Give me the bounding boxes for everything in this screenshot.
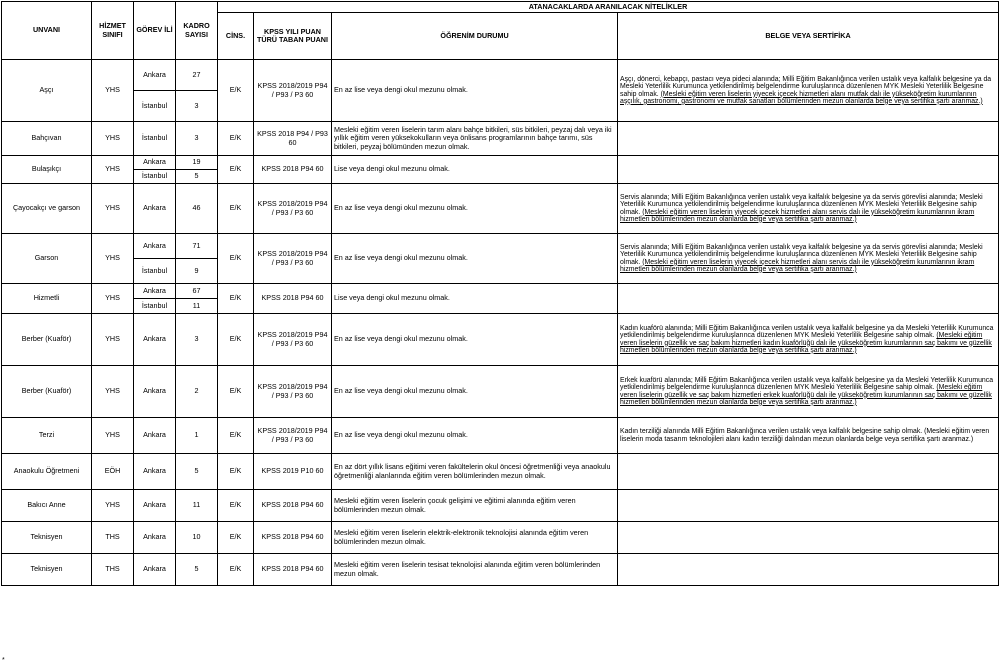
cell-ogrenim-durumu: En az lise veya dengi okul mezunu olmak.: [332, 418, 618, 454]
cell-kpss: KPSS 2018/2019 P94 / P93 / P3 60: [254, 60, 332, 122]
cell-gorev-ili: Ankara: [134, 554, 176, 586]
cell-kpss: KPSS 2018/2019 P94 / P93 / P3 60: [254, 184, 332, 234]
cell-kadro-sayisi: 9: [176, 259, 218, 284]
cell-gorev-ili: Ankara: [134, 156, 176, 170]
cell-gorev-ili: Ankara: [134, 490, 176, 522]
cell-kadro-sayisi: 5: [176, 170, 218, 184]
cell-belge-sertifika: [618, 366, 999, 418]
cell-unvan: Bakıcı Anne: [2, 490, 92, 522]
cell-ogrenim-durumu: En az lise veya dengi okul mezunu olmak.: [332, 234, 618, 284]
cell-kadro-sayisi: 71: [176, 234, 218, 259]
cell-kpss: KPSS 2018 P94 60: [254, 156, 332, 184]
cell-unvan: Çayocakçı ve garson: [2, 184, 92, 234]
cell-cinsiyet: E/K: [218, 60, 254, 122]
cell-gorev-ili: Ankara: [134, 284, 176, 299]
table-row: [2, 554, 999, 586]
cell-cinsiyet: E/K: [218, 454, 254, 490]
cell-kadro-sayisi: 3: [176, 122, 218, 156]
cell-ogrenim-durumu: En az lise veya dengi okul mezunu olmak.: [332, 366, 618, 418]
cell-unvan: Aşçı: [2, 60, 92, 122]
cell-kadro-sayisi: 19: [176, 156, 218, 170]
header-belge-sertifika: BELGE VEYA SERTİFİKA: [618, 13, 999, 60]
cell-belge-sertifika: [618, 234, 999, 284]
cell-kadro-sayisi: 5: [176, 554, 218, 586]
belge-exemption-note: (Mesleki eğitim veren liselerin yiyecek içecek hizmetleri alanı mutfak dalı ile yükseköğretim kurumlarının aşçılık, gastronomi, gastronomi ve mutfak sanatları bölümlerinden mezun olanlarda belge veya sertifika şartı aranmaz.): [620, 90, 983, 105]
cell-kadro-sayisi: 67: [176, 284, 218, 299]
cell-hizmet-sinifi: YHS: [92, 490, 134, 522]
cell-unvan: Bulaşıkçı: [2, 156, 92, 184]
cell-hizmet-sinifi: YHS: [92, 234, 134, 284]
cell-kpss: KPSS 2018 P94 60: [254, 522, 332, 554]
cell-gorev-ili: Ankara: [134, 522, 176, 554]
cell-ogrenim-durumu: En az lise veya dengi okul mezunu olmak.: [332, 60, 618, 122]
cell-belge-sertifika: [618, 554, 999, 586]
cell-belge-sertifika: [618, 60, 999, 122]
footnote-mark: *: [2, 657, 5, 664]
belge-text: Servis alanında; Milli Eğitim Bakanlığınca verilen ustalık veya kalfalık belgesine ya da servis görevlisi alanında; Mesleki Yeterlilik Kurumunca yetkilendirilmiş belgelendirme kuruluşlarınca düzenlenen MYK Mesleki Yeterlilik Belgesine sahip olmak.: [620, 243, 983, 266]
cell-gorev-ili: Ankara: [134, 234, 176, 259]
cell-kadro-sayisi: 27: [176, 60, 218, 91]
belge-text: Aşçı, dönerci, kebapçı, pastacı veya pideci alanında; Milli Eğitim Bakanlığınca verilen ustalık veya kalfalık belgesine ya da Mesleki Yeterlilik Kurumunca yetkilendirilmiş belgelendirme kuruluşlarınca düzenlenen MYK Mesleki Yeterlilik Belgesine sahip olmak.: [620, 75, 992, 98]
cell-belge-sertifika: [618, 490, 999, 522]
cell-kadro-sayisi: 5: [176, 454, 218, 490]
header-group-nitelikler: ATANACAKLARDA ARANILACAK NİTELİKLER: [218, 2, 999, 13]
cell-kpss: KPSS 2018/2019 P94 / P93 / P3 60: [254, 314, 332, 366]
belge-exemption-note: (Mesleki eğitim veren liselerin güzellik ve saç bakım hizmetleri kadın kuaförlüğü dalı ile yükseköğretim kurumlarının saç bakımı ve güzellik hizmetleri bölümlerinden mezun olanlarda belge veya sertifika şartı aranmaz.): [620, 332, 992, 354]
cell-hizmet-sinifi: EÖH: [92, 454, 134, 490]
cell-kadro-sayisi: 3: [176, 314, 218, 366]
belge-exemption-note: (Mesleki eğitim veren liselerin güzellik ve saç bakım hizmetleri erkek kuaförlüğü dalı ile yükseköğretim kurumlarının saç bakımı ve güzellik hizmetleri bölümlerinden mezun olanlarda belge veya sertifika şartı aranmaz.): [620, 384, 992, 406]
cell-kpss: KPSS 2018 P94 60: [254, 554, 332, 586]
cell-cinsiyet: E/K: [218, 366, 254, 418]
cell-gorev-ili: Ankara: [134, 184, 176, 234]
header-gorev-ili: GÖREV İLİ: [134, 2, 176, 60]
cell-gorev-ili: İstanbul: [134, 170, 176, 184]
cell-ogrenim-durumu: Mesleki eğitim veren liselerin tarım alanı bahçe bitkileri, süs bitkileri, peyzaj dalı veya iki yıllık eğitim veren yüksekokulların veya önlisans programlarının bahçe tarımı, süs bitkileri, peyzaj bölümünden mezun olmak.: [332, 122, 618, 156]
cell-kpss: KPSS 2018 P94 60: [254, 490, 332, 522]
cell-gorev-ili: İstanbul: [134, 91, 176, 122]
table-row: [2, 122, 999, 156]
cell-belge-sertifika: [618, 314, 999, 366]
cell-kpss: KPSS 2018 P94 / P93 60: [254, 122, 332, 156]
cell-ogrenim-durumu: En az lise veya dengi okul mezunu olmak.: [332, 184, 618, 234]
positions-table-body: [2, 60, 999, 586]
cell-unvan: Anaokulu Öğretmeni: [2, 454, 92, 490]
cell-ogrenim-durumu: Mesleki eğitim veren liselerin tesisat teknolojisi alanında eğitim veren bölümlerinden mezun olmak.: [332, 554, 618, 586]
belge-text: Kadın kuaförü alanında; Milli Eğitim Bakanlığınca verilen ustalık veya kalfalık belgesine ya da Mesleki Yeterlilik Kurumunca yetkilendirilmiş belgelendirme kuruluşlarınca düzenlenen MYK Mesleki Yeterlilik Belgesine sahip olmak.: [620, 324, 994, 340]
cell-belge-sertifika: [618, 184, 999, 234]
table-row: [2, 156, 999, 170]
cell-unvan: Berber (Kuaför): [2, 366, 92, 418]
cell-hizmet-sinifi: THS: [92, 554, 134, 586]
cell-gorev-ili: Ankara: [134, 366, 176, 418]
belge-exemption-note: (Mesleki eğitim veren liselerin yiyecek içecek hizmetleri alanı servis dalı ile yükseköğretim kurumlarının ikram hizmetleri bölümlerinden mezun olanlarda belge veya sertifika şartı aranmaz.): [620, 258, 975, 273]
positions-table: [1, 1, 999, 586]
cell-ogrenim-durumu: Mesleki eğitim veren liselerin çocuk gelişimi ve eğitimi alanında eğitim veren bölümlerinden mezun olmak.: [332, 490, 618, 522]
table-row: [2, 184, 999, 234]
cell-kadro-sayisi: 11: [176, 490, 218, 522]
table-row: [2, 418, 999, 454]
cell-gorev-ili: İstanbul: [134, 299, 176, 314]
cell-belge-sertifika: [618, 156, 999, 184]
cell-kadro-sayisi: 10: [176, 522, 218, 554]
cell-unvan: Bahçıvan: [2, 122, 92, 156]
cell-cinsiyet: E/K: [218, 314, 254, 366]
cell-hizmet-sinifi: YHS: [92, 60, 134, 122]
cell-gorev-ili: İstanbul: [134, 259, 176, 284]
table-row: [2, 366, 999, 418]
cell-kpss: KPSS 2019 P10 60: [254, 454, 332, 490]
cell-ogrenim-durumu: Lise veya dengi okul mezunu olmak.: [332, 156, 618, 184]
cell-cinsiyet: E/K: [218, 284, 254, 314]
cell-hizmet-sinifi: YHS: [92, 418, 134, 454]
table-row: [2, 234, 999, 259]
cell-belge-sertifika: [618, 418, 999, 454]
table-row: [2, 284, 999, 299]
cell-ogrenim-durumu: Mesleki eğitim veren liselerin elektrik-elektronik teknolojisi alanında eğitim veren bölümlerinden mezun olmak.: [332, 522, 618, 554]
cell-belge-sertifika: [618, 122, 999, 156]
cell-belge-sertifika: [618, 284, 999, 314]
header-cinsiyet: CİNS.: [218, 13, 254, 60]
cell-cinsiyet: E/K: [218, 490, 254, 522]
cell-unvan: Berber (Kuaför): [2, 314, 92, 366]
cell-hizmet-sinifi: YHS: [92, 284, 134, 314]
cell-hizmet-sinifi: YHS: [92, 184, 134, 234]
table-row: [2, 522, 999, 554]
cell-unvan: Teknisyen: [2, 522, 92, 554]
header-ogrenim-durumu: ÖĞRENİM DURUMU: [332, 13, 618, 60]
cell-unvan: Teknisyen: [2, 554, 92, 586]
cell-kadro-sayisi: 46: [176, 184, 218, 234]
cell-ogrenim-durumu: En az dört yıllık lisans eğitimi veren fakültelerin okul öncesi öğretmenliği veya anaokulu öğretmenliği alanlarında eğitim veren bölümlerinden mezun olmak.: [332, 454, 618, 490]
table-row: [2, 490, 999, 522]
cell-unvan: Garson: [2, 234, 92, 284]
cell-cinsiyet: E/K: [218, 234, 254, 284]
cell-belge-sertifika: [618, 522, 999, 554]
cell-hizmet-sinifi: YHS: [92, 122, 134, 156]
cell-unvan: Terzi: [2, 418, 92, 454]
header-kadro-sayisi: KADRO SAYISI: [176, 2, 218, 60]
cell-gorev-ili: Ankara: [134, 454, 176, 490]
cell-kadro-sayisi: 11: [176, 299, 218, 314]
belge-text: Erkek kuaförü alanında; Milli Eğitim Bakanlığınca verilen ustalık veya kalfalık belgesine ya da Mesleki Yeterlilik Kurumunca yetkilendirilmiş belgelendirme kuruluşlarınca düzenlenen MYK Mesleki Yeterlilik Belgesine sahip olmak.: [620, 376, 994, 392]
cell-kadro-sayisi: 3: [176, 91, 218, 122]
cell-kadro-sayisi: 1: [176, 418, 218, 454]
cell-belge-sertifika: [618, 454, 999, 490]
cell-kpss: KPSS 2018/2019 P94 / P93 / P3 60: [254, 366, 332, 418]
belge-exemption-note: (Mesleki eğitim veren liselerin yiyecek içecek hizmetleri alanı servis dalı ile yükseköğretim kurumlarının ikram hizmetleri bölümlerinden mezun olanlarda belge veya sertifika şartı aranmaz.): [620, 208, 975, 223]
cell-gorev-ili: Ankara: [134, 418, 176, 454]
cell-hizmet-sinifi: YHS: [92, 366, 134, 418]
cell-cinsiyet: E/K: [218, 122, 254, 156]
cell-kpss: KPSS 2018/2019 P94 / P93 / P3 60: [254, 234, 332, 284]
cell-ogrenim-durumu: Lise veya dengi okul mezunu olmak.: [332, 284, 618, 314]
cell-cinsiyet: E/K: [218, 156, 254, 184]
cell-hizmet-sinifi: YHS: [92, 314, 134, 366]
cell-gorev-ili: İstanbul: [134, 122, 176, 156]
header-kpss: KPSS YILI PUAN TÜRÜ TABAN PUANI: [254, 13, 332, 60]
table-row: [2, 60, 999, 91]
cell-unvan: Hizmetli: [2, 284, 92, 314]
belge-text: Servis alanında; Milli Eğitim Bakanlığınca verilen ustalık veya kalfalık belgesine ya da servis görevlisi alanında; Mesleki Yeterlilik Kurumunca yetkilendirilmiş belgelendirme kuruluşlarınca düzenlenen MYK Mesleki Yeterlilik Belgesine sahip olmak.: [620, 193, 983, 216]
cell-gorev-ili: Ankara: [134, 60, 176, 91]
table-row: [2, 314, 999, 366]
cell-kpss: KPSS 2018 P94 60: [254, 284, 332, 314]
belge-text: Kadın terziliği alanında Milli Eğitim Bakanlığınca verilen ustalık veya kalfalık belgesine sahip olmak. (Mesleki eğitim veren liselerin moda tasarım teknolojileri alanı kadın terziliği dalından mezun olanlarda belge veya sertifika şartı aranmaz.): [620, 428, 990, 443]
cell-gorev-ili: Ankara: [134, 314, 176, 366]
cell-hizmet-sinifi: THS: [92, 522, 134, 554]
cell-ogrenim-durumu: En az lise veya dengi okul mezunu olmak.: [332, 314, 618, 366]
cell-cinsiyet: E/K: [218, 418, 254, 454]
table-row: [2, 454, 999, 490]
header-unvani: UNVANI: [2, 2, 92, 60]
cell-cinsiyet: E/K: [218, 184, 254, 234]
header-hizmet-sinifi: HİZMET SINIFI: [92, 2, 134, 60]
cell-cinsiyet: E/K: [218, 554, 254, 586]
cell-kpss: KPSS 2018/2019 P94 / P93 / P3 60: [254, 418, 332, 454]
cell-kadro-sayisi: 2: [176, 366, 218, 418]
cell-hizmet-sinifi: YHS: [92, 156, 134, 184]
cell-cinsiyet: E/K: [218, 522, 254, 554]
